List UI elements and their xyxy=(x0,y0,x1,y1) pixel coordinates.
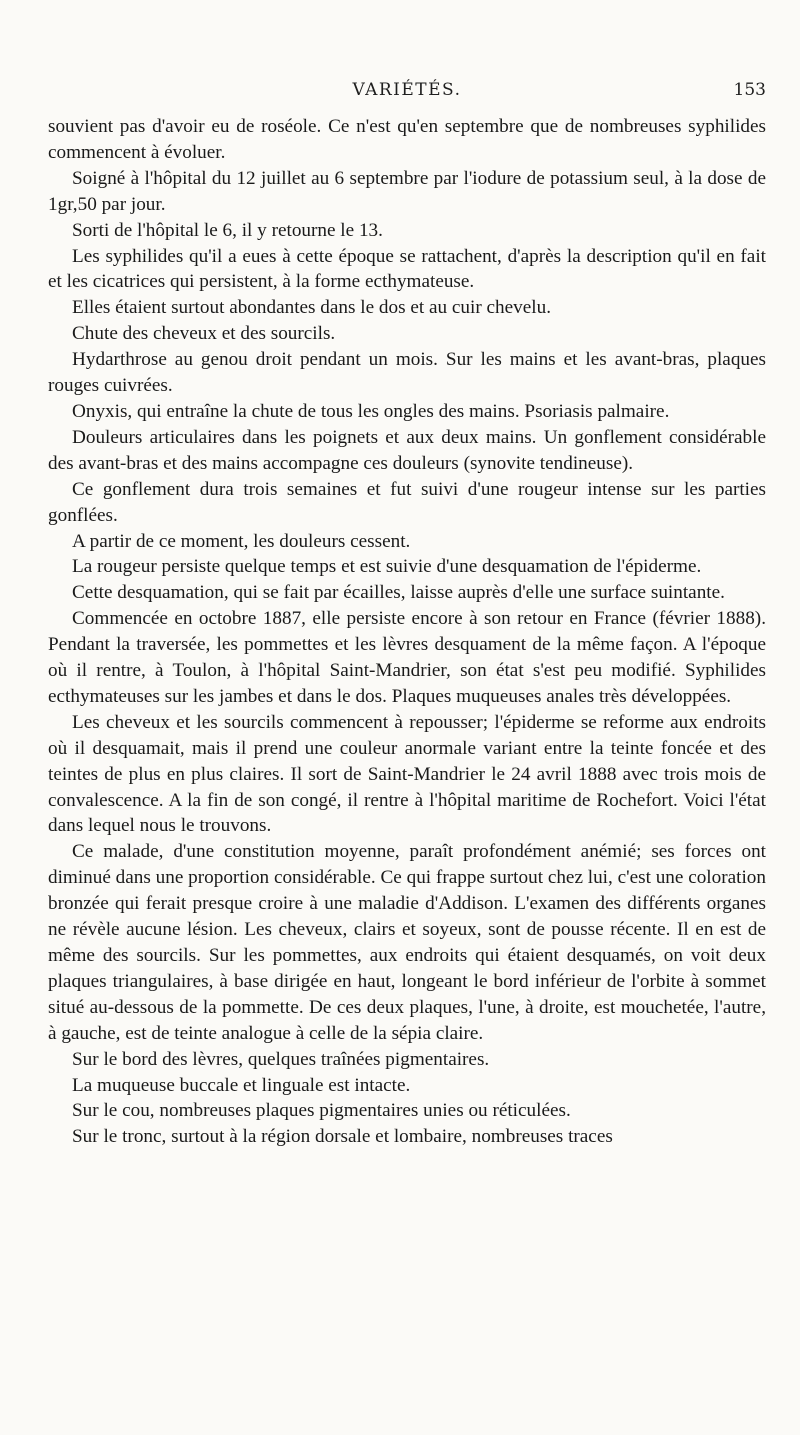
running-title: VARIÉTÉS. xyxy=(352,80,462,100)
page-header xyxy=(48,80,766,104)
paragraph: Ce gonflement dura trois semaines et fut suivi d'une rougeur intense sur les parties gonflées. xyxy=(48,478,766,526)
body-text xyxy=(48,114,766,1150)
page-number: 153 xyxy=(733,80,766,100)
paragraph: Sur le cou, nombreuses plaques pigmentaires unies ou réticulées. xyxy=(72,1100,571,1122)
paragraph: Sorti de l'hôpital le 6, il y retourne le 13. xyxy=(72,219,383,241)
paragraph: Elles étaient surtout abondantes dans le dos et au cuir chevelu. xyxy=(72,297,552,319)
paragraph: Sur le tronc, surtout à la région dorsale et lombaire, nombreuses traces xyxy=(72,1126,613,1148)
paragraph: Commencée en octobre 1887, elle persiste encore à son retour en France (février 1888). Pendant la traversée, les pommettes et les lèvres desquament de la même façon. A l'époque où il rentre, à Toulon, à l'hôpital Saint-Mandrier, son état s'est peu modifié. Syphilides ecthymateuses sur les jambes et dans le dos. Plaques muqueuses anales très développées. xyxy=(48,608,766,707)
paragraph: Ce malade, d'une constitution moyenne, paraît profondément anémié; ses forces ont diminué dans une proportion considérable. Ce qui frappe surtout chez lui, c'est une coloration bronzée qui ferait presque croire à une maladie d'Addison. L'examen des différents organes ne révèle aucune lésion. Les cheveux, clairs et soyeux, sont de pousse récente. Il en est de même des sourcils. Sur les pommettes, aux endroits qui étaient desquamés, on voit deux plaques triangulaires, à base dirigée en haut, longeant le bord inférieur de l'orbite à sommet situé au-dessous de la pommette. De ces deux plaques, l'une, à droite, est mouchetée, l'autre, à gauche, est de teinte analogue à celle de la sépia claire. xyxy=(48,841,766,1044)
paragraph: A partir de ce moment, les douleurs cessent. xyxy=(72,530,411,552)
paragraph: La rougeur persiste quelque temps et est suivie d'une desquamation de l'épiderme. xyxy=(72,556,702,578)
paragraph: La muqueuse buccale et linguale est intacte. xyxy=(72,1074,411,1096)
paragraph: Les syphilides qu'il a eues à cette époque se rattachent, d'après la description qu'il en fait et les cicatrices qui persistent, à la forme ecthymateuse. xyxy=(48,245,766,293)
paragraph: Cette desquamation, qui se fait par écailles, laisse auprès d'elle une surface suintante. xyxy=(72,582,725,604)
paragraph: Les cheveux et les sourcils commencent à repousser; l'épiderme se reforme aux endroits où il desquamait, mais il prend une couleur anormale variant entre la teinte foncée et des teintes de plus en plus claires. Il sort de Saint-Mandrier le 24 avril 1888 avec trois mois de convalescence. A la fin de son congé, il rentre à l'hôpital maritime de Rochefort. Voici l'état dans lequel nous le trouvons. xyxy=(48,711,766,837)
paragraph: Chute des cheveux et des sourcils. xyxy=(72,323,336,345)
paragraph: Hydarthrose au genou droit pendant un mois. Sur les mains et les avant-bras, plaques rouges cuivrées. xyxy=(48,349,766,397)
paragraph: Douleurs articulaires dans les poignets et aux deux mains. Un gonflement considérable des avant-bras et des mains accompagne ces douleurs (synovite tendineuse). xyxy=(48,426,766,474)
paragraph: Soigné à l'hôpital du 12 juillet au 6 septembre par l'iodure de potassium seul, à la dose de 1gr,50 par jour. xyxy=(48,167,766,215)
paragraph: souvient pas d'avoir eu de roséole. Ce n'est qu'en septembre que de nombreuses syphilides commencent à évoluer. xyxy=(48,116,766,163)
paragraph: Onyxis, qui entraîne la chute de tous les ongles des mains. Psoriasis palmaire. xyxy=(72,400,670,422)
paragraph: Sur le bord des lèvres, quelques traînées pigmentaires. xyxy=(72,1048,490,1070)
